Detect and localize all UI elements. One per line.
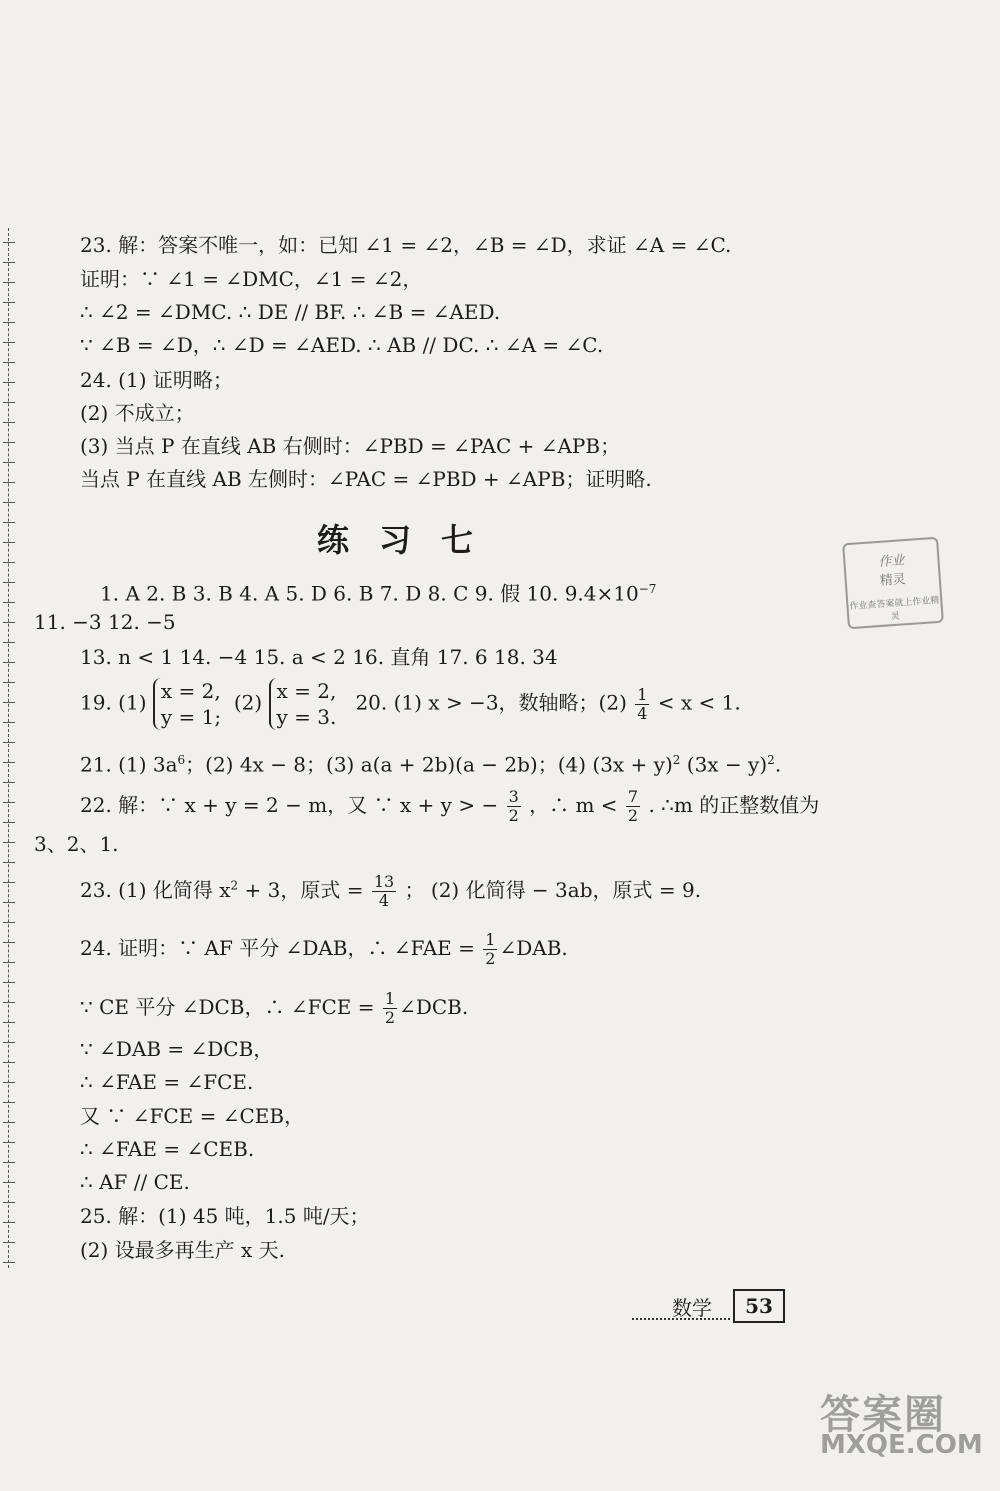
q20-text: 20. (1) x > −3，数轴略；(2) bbox=[355, 690, 627, 715]
q24b-part-d: ∠DCB. bbox=[399, 995, 469, 1019]
q24b-part-c: ∵ CE 平分 ∠DCB，∴ ∠FCE = bbox=[80, 995, 375, 1019]
q23b-fraction bbox=[372, 873, 396, 910]
q24b-frac2-den: 2 bbox=[384, 1008, 396, 1027]
q23-line4: ∵ ∠B = ∠D，∴ ∠D = ∠AED. ∴ AB // DC. ∴ ∠A = ∠C. bbox=[80, 333, 604, 357]
q23-line3: ∴ ∠2 = ∠DMC. ∴ DE // BF. ∴ ∠B = ∠AED. bbox=[80, 300, 501, 324]
q24b-line4: ∴ ∠FAE = ∠FCE. bbox=[80, 1070, 254, 1094]
watermark-text-1: 答案圈 bbox=[820, 1392, 946, 1438]
q23b-frac-den: 4 bbox=[378, 891, 390, 910]
binding-margin bbox=[8, 228, 23, 1268]
q22-continuation: 3、2、1. bbox=[34, 832, 119, 856]
watermark-logo bbox=[820, 1392, 983, 1460]
q22-frac1-num: 3 bbox=[508, 787, 519, 806]
q24b-line1 bbox=[80, 931, 568, 968]
q24b-frac1-num: 1 bbox=[485, 930, 496, 949]
q22-fraction-2 bbox=[626, 788, 640, 825]
q22-line bbox=[80, 788, 819, 825]
q24b-line5: 又 ∵ ∠FCE = ∠CEB， bbox=[80, 1104, 305, 1128]
q22-frac2-den: 2 bbox=[627, 806, 639, 825]
stamp-text-1: 作业 bbox=[877, 553, 905, 570]
q19-system-1 bbox=[153, 678, 221, 730]
q24-line3: (3) 当点 P 在直线 AB 右侧时：∠PBD = ∠PAC + ∠APB； bbox=[80, 434, 621, 458]
q21-exp-a: 6 bbox=[177, 753, 186, 767]
q21-exp-c: 2 bbox=[767, 753, 775, 767]
answers-row1-text: 1. A 2. B 3. B 4. A 5. D 6. B 7. D 8. C 9. 假 10. 9.4×10 bbox=[100, 581, 639, 606]
answers-row2: 11. −3 12. −5 bbox=[34, 610, 176, 634]
q24b-line7: ∴ AF // CE. bbox=[80, 1170, 190, 1194]
q24b-line2 bbox=[80, 990, 468, 1027]
q21-line bbox=[80, 748, 781, 777]
stamp-logo bbox=[842, 537, 944, 629]
q24b-frac2-num: 1 bbox=[384, 989, 396, 1008]
q22-frac1-den: 2 bbox=[508, 806, 519, 825]
q23-line2: 证明：∵ ∠1 = ∠DMC，∠1 = ∠2， bbox=[80, 267, 423, 291]
q21-part-a: 21. (1) 3a bbox=[80, 752, 178, 777]
answers-row3: 13. n < 1 14. −4 15. a < 2 16. 直角 17. 6 18. 34 bbox=[80, 645, 558, 669]
q21-part-c: (3x − y) bbox=[686, 752, 768, 777]
q20-fraction bbox=[635, 686, 649, 723]
q19-mid: (2) bbox=[233, 690, 263, 715]
q22-part-a: 22. 解：∵ x + y = 2 − m，又 ∵ x + y > − bbox=[80, 793, 499, 817]
q23b-exp: 2 bbox=[230, 878, 239, 893]
q19-s1-eq2: y = 1; bbox=[160, 705, 222, 729]
q19-q20 bbox=[80, 678, 741, 730]
q22-frac2-num: 7 bbox=[627, 787, 639, 806]
footer-dotted-line bbox=[632, 1318, 730, 1320]
q20-frac-num: 1 bbox=[637, 684, 648, 704]
q21-part-b: ；(2) 4x − 8；(3) a(a + 2b)(a − 2b)；(4) (3x + y) bbox=[185, 752, 673, 777]
section-title: 练习七 bbox=[316, 521, 503, 559]
q20-tail: < x < 1. bbox=[657, 690, 741, 715]
q19-s2-eq1: x = 2, bbox=[276, 679, 337, 703]
q23b-frac-num: 13 bbox=[373, 872, 395, 891]
q19-s2-eq2: y = 3. bbox=[276, 705, 337, 729]
q19-s1-eq1: x = 2, bbox=[160, 679, 221, 703]
q22-fraction-1 bbox=[507, 788, 521, 825]
q22-part-c: . ∴m 的正整数值为 bbox=[648, 793, 820, 817]
q24b-line3: ∵ ∠DAB = ∠DCB， bbox=[80, 1037, 274, 1061]
page-number: 53 bbox=[733, 1289, 785, 1323]
watermark-text-2: MXQE.COM bbox=[820, 1430, 983, 1460]
q24b-fraction-2 bbox=[383, 990, 397, 1027]
q23b-line bbox=[80, 873, 701, 910]
q23b-part-c: ； (2) 化简得 − 3ab，原式 = 9. bbox=[404, 878, 702, 902]
stamp-text-2: 精灵 bbox=[879, 572, 907, 589]
stamp-text-3: 作业查答案就上作业精灵 bbox=[849, 595, 940, 623]
q23b-part-a: 23. (1) 化简得 x bbox=[80, 878, 231, 902]
q21-part-d: . bbox=[774, 752, 782, 777]
q24-line4: 当点 P 在直线 AB 左侧时：∠PAC = ∠PBD + ∠APB；证明略. bbox=[80, 467, 652, 491]
answers-row1 bbox=[100, 577, 656, 606]
q19-label: 19. (1) bbox=[80, 690, 147, 715]
q24-line2: (2) 不成立； bbox=[80, 401, 195, 425]
q24b-frac1-den: 2 bbox=[485, 949, 496, 968]
q25-line2: (2) 设最多再生产 x 天. bbox=[80, 1238, 286, 1262]
q24b-line6: ∴ ∠FAE = ∠CEB. bbox=[80, 1137, 255, 1161]
q25-line1: 25. 解：(1) 45 吨，1.5 吨/天； bbox=[80, 1204, 370, 1228]
q23b-part-b: + 3，原式 = bbox=[238, 878, 364, 902]
answers-row1-exp: −7 bbox=[638, 582, 657, 596]
q24b-part-b: ∠DAB. bbox=[499, 936, 568, 960]
q21-exp-b: 2 bbox=[672, 753, 681, 767]
subject-label: 数学 bbox=[672, 1296, 712, 1320]
q19-system-2 bbox=[269, 678, 337, 730]
q22-part-b: ，∴ m < bbox=[529, 793, 618, 817]
q20-frac-den: 4 bbox=[637, 703, 648, 723]
q24b-part-a: 24. 证明：∵ AF 平分 ∠DAB，∴ ∠FAE = bbox=[80, 936, 475, 960]
q24-line1: 24. (1) 证明略； bbox=[80, 368, 233, 392]
q24b-fraction-1 bbox=[483, 931, 497, 968]
q23-line1: 23. 解：答案不唯一，如：已知 ∠1 = ∠2，∠B = ∠D，求证 ∠A = ∠C. bbox=[80, 233, 732, 257]
